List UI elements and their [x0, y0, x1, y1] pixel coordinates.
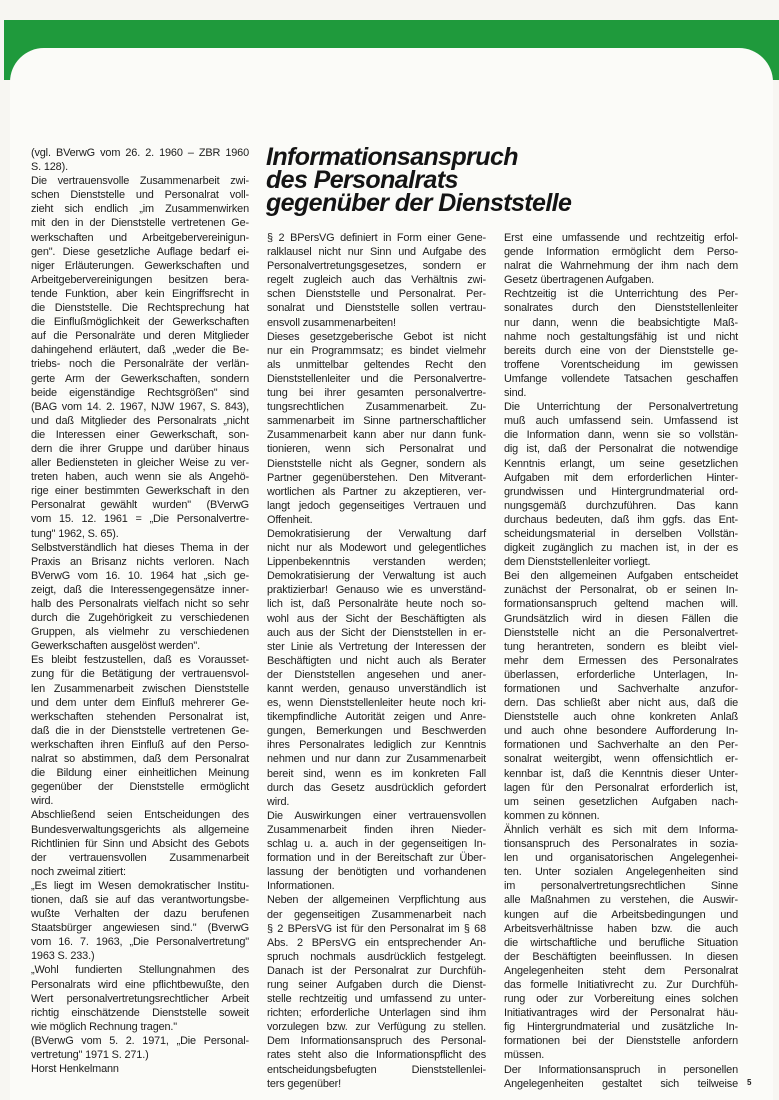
text-line: dem Dienststellenleiter vorliegt. [504, 556, 651, 569]
text-line: die Information dann, wenn sie so vollstän- [504, 429, 738, 442]
text-line: überlassen, erforderliche Unterlagen, In- [504, 668, 738, 681]
paragraph [31, 541, 249, 654]
text-line: Angelegenheiten steht dem Personalrat [504, 964, 738, 977]
text-line: die Interessen einer Gewerkschaft, son- [31, 428, 249, 441]
text-line: Gesetz übertragenen Aufgaben. [504, 274, 655, 287]
text-line: bereits durch eine von der Dienststelle ge- [504, 344, 738, 357]
text-line: bereit sind, wenn es im konkreten Fall [267, 767, 486, 780]
text-line: nur dann, wenn die beabsichtigte Maß- [504, 316, 738, 329]
text-line: triebs- noch die Personalräte der verlän- [31, 358, 249, 371]
text-line: formationen und Sachverhalte anzufor- [504, 683, 738, 695]
text-line: wird. [267, 795, 290, 808]
text-line: die Einflußmöglichkeit der Gewerkschaften [31, 316, 249, 329]
text-line: müssen. [504, 1049, 545, 1062]
text-line: treten haben, auch wenn sie als Angehö- [31, 471, 249, 484]
text-line: formationsanspruch geltend machen will. [504, 598, 738, 611]
text-line: ralklausel nicht nur Sinn und Aufgabe des [267, 246, 486, 259]
text-line: das formelle Initiativrecht zu. Zur Durchfüh- [504, 978, 738, 991]
paragraph [504, 231, 738, 287]
page-number: 5 [747, 1078, 752, 1087]
text-line: nur ein Programmsatz; es bindet vielmehr [267, 344, 486, 357]
text-line: gegenüber der Dienststelle ermöglicht [31, 781, 249, 794]
text-line: aller Bediensteten in gleicher Weise zu ver- [31, 457, 249, 470]
text-line: Es bleibt festzustellen, daß es Vorausset- [31, 654, 249, 667]
text-line: Gewerkschaften ausgelöst werden". [31, 640, 201, 653]
text-line: auch aus der Sicht der Dienststellen in er- [267, 626, 486, 639]
text-line: nalrat die Wahrnehmung der ihm nach dem [504, 260, 738, 273]
paragraph [31, 1034, 249, 1062]
text-line: digkeit zugänglich zu machen ist, in der es [504, 542, 738, 555]
text-line: wohl aus der Sicht der Beschäftigten als [267, 612, 486, 625]
text-line: 1963 S. 233.) [31, 950, 95, 963]
text-line: Bundesverwaltungsgerichts als allgemeine [31, 823, 249, 836]
text-line: Wert personalvertretungsrechtlicher Arbeit [31, 992, 249, 1005]
text-line: durch das Gesetz ausdrücklich gefordert [267, 781, 486, 794]
text-line: rung seiner Aufgaben durch die Dienst- [267, 978, 486, 991]
text-line: Praxis an Brisanz nichts verloren. Nach [31, 555, 249, 568]
paragraph [31, 653, 249, 808]
text-line: Ähnlich verhält es sich mit dem Informa- [504, 823, 738, 836]
text-line: lassung der benötigten und vorhandenen [267, 866, 486, 879]
text-line: „Wohl fundierten Stellungnahmen des [31, 964, 249, 977]
text-line: nahme noch gestaltungsfähig ist und nicht [504, 330, 738, 343]
text-line: lagen für den Personalrat erforderlich ist, [504, 781, 738, 794]
text-line: vom 15. 12. 1961 = „Die Personalvertre- [31, 513, 249, 526]
text-line: „Es liegt im Wesen demokratischer Institu- [31, 879, 249, 892]
text-line: es, wenn Dienststellenleiter heute noch kri- [267, 697, 486, 710]
text-line: ster Linie als Vertretung der Interessen der [267, 640, 486, 653]
text-line: entscheidungsbefugten Dienststellenlei- [267, 1063, 486, 1076]
text-line: Dienststelle nicht an die Personalvertret- [504, 626, 738, 639]
text-line: rates steht also die Informationspflicht des [267, 1049, 486, 1062]
text-line: tung herantreten, sondern es bleibt viel- [504, 640, 738, 653]
text-line: dahingehend erläutert, daß „weder die Be- [31, 344, 249, 357]
text-line: Personalvertretungsgesetzes, sondern er [267, 260, 486, 273]
text-line: formationen und Sachverhalte an den Per- [504, 739, 738, 752]
text-line: der gegenseitigen Zusammenarbeit nach [267, 908, 486, 921]
text-line: sonalrat und Dienststelle sollen vertrau- [267, 302, 486, 315]
text-line: um seinen gesetzlichen Aufgaben nach- [504, 795, 738, 808]
paragraph [267, 231, 486, 330]
text-line: im personalvertretungsrechtlichen Sinne [504, 880, 738, 893]
paragraph [267, 527, 486, 809]
text-line: alle Maßnahmen zu verstehen, die Auswir- [504, 894, 738, 907]
text-line: werkschaften und Arbeitgebervereinigun- [31, 231, 249, 244]
text-line: auf die Personalräte und deren Mitglieder [31, 330, 249, 343]
paragraph [31, 808, 249, 878]
text-line: wird. [31, 795, 54, 808]
paragraph [267, 893, 486, 1090]
text-line: Lippenbekenntnis verstanden werden; [267, 556, 486, 569]
text-line: Partner gegenüberstehen. Den Mitverant- [267, 471, 486, 484]
text-line: ters gegenüber! [267, 1077, 342, 1090]
text-line: kannt werden, genauso unverständlich ist [267, 683, 486, 695]
text-line: tung bei ihrer gesamten personalvertre- [267, 387, 486, 400]
text-line: Dienststelle nicht als Gegner, sondern als [267, 457, 486, 470]
text-line: tionsanspruch des Personalrates in sozia- [504, 838, 738, 851]
text-line: kennbar ist, daß die Kenntnis dieser Unter- [504, 767, 738, 780]
text-line: ten. Unter sozialen Angelegenheiten sind [504, 866, 738, 879]
text-line: beide eigenständige Rechtsgrößen" sind [31, 386, 249, 399]
text-line: Erst eine umfassende und rechtzeitig erfol- [504, 232, 738, 244]
text-line: vorzulegen bzw. zur Verfügung zu stellen. [267, 1021, 486, 1034]
text-line: grundwissen und Hintergrundmaterial ord- [504, 485, 738, 498]
text-line: (vgl. BVerwG vom 26. 2. 1960 – ZBR 1960 [31, 147, 249, 159]
text-line: Offenheit. [267, 513, 313, 526]
text-line: Zusammenarbeit kann aber nur dann funk- [267, 429, 486, 442]
text-line: schen Dienststelle und Personalrat. Per- [267, 288, 486, 301]
text-line: schlag u. a. auch in der gegenseitigen In- [267, 838, 486, 851]
text-line: len und organisatorischen Angelegenhei- [504, 852, 738, 865]
text-line: vertretung" 1971 S. 271.) [31, 1049, 149, 1061]
text-line: Personalrats wird eine pflichtbewußte, den [31, 978, 249, 991]
text-line: spruch nochmals ausdrücklich festgelegt. [267, 950, 486, 963]
text-line: Demokratisierung der Verwaltung darf [267, 527, 486, 540]
text-column-2 [267, 231, 486, 1091]
text-line: noch zweimal zitiert: [31, 865, 126, 878]
text-line: der Dienststellen angesehen und aner- [267, 668, 486, 681]
text-line: Die vertrauensvolle Zusammenarbeit zwi- [31, 175, 249, 188]
text-line: S. 128). [31, 161, 68, 174]
text-line: Die Unterrichtung der Personalvertretung [504, 401, 738, 414]
text-line: tungsrechtlichen Zusammenarbeit. Zu- [267, 401, 486, 414]
text-line: sind. [504, 387, 527, 400]
text-line: Danach ist der Personalrat zur Durchfüh- [267, 964, 486, 977]
paragraph [31, 146, 249, 174]
text-line: Neben der allgemeinen Verpflichtung aus [267, 894, 486, 907]
paragraph [504, 400, 738, 569]
text-line: zung für die Betätigung der vertrauensvol- [31, 668, 249, 681]
text-column-3 [504, 231, 738, 1091]
text-line: tikempfindliche Autorität zeigen und Anre- [267, 711, 486, 724]
paragraph [267, 330, 486, 527]
text-line: halb des Personalrats vielfach nicht so sehr [31, 598, 249, 610]
text-line: und auch ohne besondere Aufforderung In- [504, 725, 738, 738]
text-line: § 2 BPersVG ist für den Personalrat im § 68 [267, 922, 486, 935]
text-line: praktizierbar! Genauso wie es unverständ- [267, 584, 486, 597]
text-line: lich ist, daß Personalräte heute noch so- [267, 598, 486, 611]
text-line: scheidungsmaterial in derselben Vollstän- [504, 527, 738, 540]
text-line: langt jedoch gegenseitiges Vertrauen und [267, 499, 486, 512]
text-line: troffene Vorentscheidung im gewissen [504, 358, 738, 371]
paragraph [504, 569, 738, 823]
article-title [266, 143, 572, 217]
title-line: gegenüber der Dienststelle [266, 189, 572, 217]
text-line: Abschließend seien Entscheidungen des [31, 809, 249, 822]
text-line: zieht sich endlich „im Zusammenwirken [31, 203, 249, 216]
text-line: mit den in der Dienststelle vertretenen Ge- [31, 217, 249, 230]
text-line: BVerwG vom 16. 10. 1964 hat „sich ge- [31, 569, 249, 582]
text-line: der vertrauensvollen Zusammenarbeit [31, 851, 249, 864]
text-line: und dem unter dem Einfluß mehrerer Ge- [31, 696, 249, 709]
text-line: werkschaften stehenden Personalrat ist, [31, 710, 249, 723]
text-line: wortlichen als Partner zu akzeptieren, ver- [267, 485, 486, 498]
text-line: und daß Mitglieder des Personalrats „nicht [31, 414, 249, 427]
text-line: nehmen und nur dann zur Zusammenarbeit [267, 753, 486, 766]
text-line: Dienststelle auch ohne konkreten Anlaß [504, 711, 738, 724]
text-line: nicht nur als Modewort und gelegentliches [267, 542, 486, 555]
text-line: sonalrat weitergibt, wenn offensichtlich er- [504, 753, 738, 766]
author-signature: Horst Henkelmann [31, 1063, 119, 1076]
text-line: die wirtschaftliche und berufliche Situation [504, 936, 738, 949]
text-line: tionen, daß sie auf das verantwortungsbe- [31, 893, 249, 906]
text-line: (BAG vom 14. 2. 1967, NJW 1967, S. 843), [31, 400, 249, 413]
text-line: gungen, Bemerkungen und Beschwerden [267, 725, 486, 738]
text-line: Beschäftigten und nicht auch als Berater [267, 654, 486, 667]
paragraph [267, 809, 486, 894]
text-line: gerte Arm der Gewerkschaften, sondern [31, 372, 249, 385]
text-line: Der Informationsanspruch in personellen [504, 1063, 738, 1076]
text-line: Gruppen, als vielmehr zu verschiedenen [31, 626, 249, 639]
text-line: vom 16. 7. 1963, „Die Personalvertretung" [31, 936, 249, 949]
text-line: ihres Personalrates lediglich zur Kenntnis [267, 739, 486, 752]
text-line: Kenntnis erlangt, um seine gesetzlichen [504, 457, 738, 470]
text-line: durch die Zugehörigkeit zu verschiedenen [31, 612, 249, 625]
title-line: Informationsanspruch [266, 143, 518, 171]
text-line: kungen auf die Arbeitsbedingungen und [504, 908, 738, 921]
text-line: der Beschäftigten beeinflussen. In diesen [504, 950, 738, 963]
title-line: des Personalrats [266, 166, 458, 194]
text-line: len Zusammenarbeit zwischen Dienststelle [31, 682, 249, 695]
text-line: dern. Das schließt aber nicht aus, daß die [504, 697, 738, 710]
text-line: formation und in der Bereitschaft zur Über- [267, 852, 486, 865]
text-line: die Bildung einer einheitlichen Meinung [31, 767, 249, 780]
text-line: schen Dienststelle und Personalrat voll- [31, 189, 249, 202]
text-line: zeigt, daß die Interessengegensätze inner- [31, 583, 249, 596]
text-line: Arbeitgebervereinigungen besitzen bera- [31, 273, 249, 286]
text-line: kommen zu können. [504, 809, 600, 822]
text-line: Staatsbürger angewiesen sind." (BverwG [31, 922, 249, 935]
text-line: rige einer bestimmten Gewerkschaft in den [31, 485, 249, 498]
text-line: Zusammenarbeit finden ihren Nieder- [267, 823, 486, 836]
paragraph [504, 823, 738, 1063]
text-line: mehr dem Ermessen des Personalrates [504, 654, 738, 667]
text-line: nungsgemäß durchzuführen. Das kann [504, 499, 738, 512]
text-line: zunächst der Personalrat, ob er seinen In- [504, 584, 738, 597]
text-line: stelle rechtzeitig und umfassend zu unter- [267, 993, 486, 1006]
text-line: rung oder zur Vorbereitung eines solchen [504, 993, 738, 1006]
text-line: formationen bei der Dienststelle anfordern [504, 1035, 738, 1048]
text-line: (BVerwG vom 5. 2. 1971, „Die Personal- [31, 1034, 249, 1047]
text-line: dern die ihrer Gruppe und darüber hinaus [31, 442, 249, 455]
text-line: Demokratisierung der Verwaltung ist auch [267, 570, 486, 583]
text-line: Dienststellenleiter und die Personalvertre- [267, 372, 486, 385]
text-line: Arbeitsverhältnisse haben bzw. die auch [504, 922, 738, 935]
text-line: werkschaften ihren Einfluß auf den Perso- [31, 738, 249, 751]
paragraph [31, 963, 249, 1033]
text-line: Dem Informationsanspruch des Personal- [267, 1035, 486, 1048]
text-line: Rechtzeitig ist die Unterrichtung des Per- [504, 288, 738, 301]
text-line: Umfange vollendete Tatsachen geschaffen [504, 372, 738, 385]
text-line: niger Erläuterungen. Gewerkschaften und [31, 259, 249, 272]
text-line: Initiativantrages wird der Personalrat häu- [504, 1007, 738, 1020]
text-line: gen". Diese gesetzliche Auflage bedarf ei- [31, 245, 249, 258]
paragraph [504, 287, 738, 400]
text-line: Richtlinien für Sinn und Absicht des Gebots [31, 837, 249, 850]
text-line: Dieses gesetzgeberische Gebot ist nicht [267, 330, 486, 343]
text-line: tende Funktion, aber kein Eingriffsrecht in [31, 287, 249, 300]
text-line: Selbstverständlich hat dieses Thema in der [31, 541, 249, 554]
paragraph [31, 174, 249, 540]
text-line: Personalrat gewählt wurden" (BVerwG [31, 499, 249, 512]
text-line: tionieren, wenn sich Personalrat und [267, 443, 486, 456]
text-line: tung" 1962, S. 65). [31, 527, 119, 540]
text-line: nalrat so abstimmen, daß dem Personalrat [31, 753, 249, 766]
text-line: gende Information ermöglicht dem Perso- [504, 246, 738, 259]
paragraph [31, 879, 249, 964]
text-line: wußte Verhalten der dazu berufenen [31, 908, 249, 921]
text-line: Abs. 2 BPersVG ein entsprechender An- [267, 936, 486, 949]
text-line: Angelegenheiten gestaltet sich teilweise [504, 1077, 738, 1090]
text-line: als unmittelbar geltendes Recht den [267, 358, 486, 371]
text-line: Aufgaben mit dem erforderlichen Hinter- [504, 471, 738, 484]
text-line: regelt zugleich auch das Verhältnis zwi- [267, 274, 486, 287]
text-line: Die Auswirkungen einer vertrauensvollen [267, 809, 486, 822]
text-line: Bei den allgemeinen Aufgaben entscheidet [504, 570, 738, 583]
text-line: ensvoll zusammenarbeiten! [267, 316, 396, 329]
text-line: richten; erforderliche Unterlagen sind ihm [267, 1007, 486, 1020]
text-line: richtig einschätzende Dienststelle soweit [31, 1006, 249, 1019]
text-line: Grundsätzlich wird in diesen Fällen die [504, 612, 738, 625]
text-line: Informationen. [267, 880, 335, 893]
text-line: daß die in der Dienststelle vertretenen Ge- [31, 724, 249, 737]
text-line: sonalrates durch den Dienststellenleiter [504, 302, 738, 315]
paragraph [504, 1063, 738, 1091]
text-line: fig Hintergrundmaterial und zusätzliche In- [504, 1021, 738, 1034]
text-line: die Dienststelle. Die Rechtsprechung hat [31, 302, 249, 315]
text-line: dig ist, daß der Personalrat die notwendige [504, 443, 738, 456]
text-line: wie möglich Rechnung tragen." [31, 1020, 178, 1033]
text-column-1 [31, 146, 249, 1076]
text-line: sammenarbeit im Sinne partnerschaftlicher [267, 415, 486, 428]
text-line: muß auch umfassend sein. Umfassend ist [504, 415, 738, 428]
text-line: durchaus bedeuten, daß ihm ggfs. das Ent- [504, 513, 738, 526]
text-line: § 2 BPersVG definiert in Form einer Gene- [267, 232, 486, 244]
